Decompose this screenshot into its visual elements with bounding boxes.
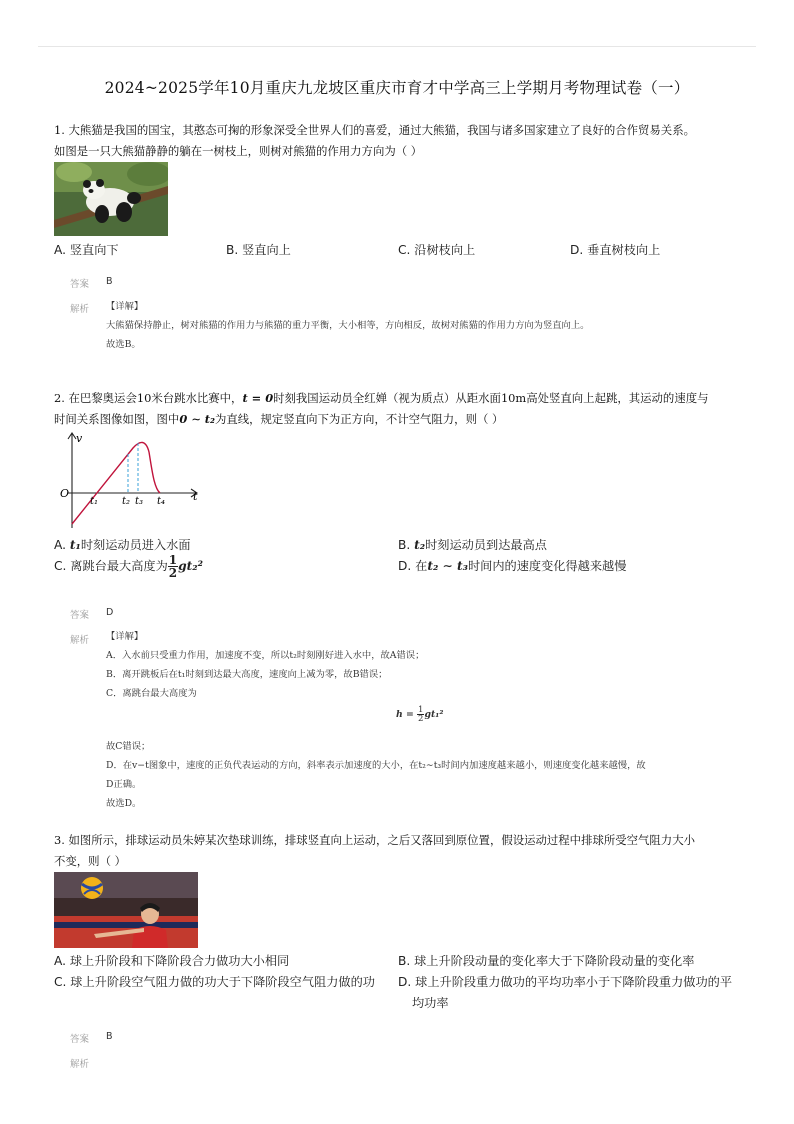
q3-option-b[interactable]: B. 球上升阶段动量的变化率大于下降阶段动量的变化率 <box>398 954 695 968</box>
q2-explanation-c2: 故C错误； <box>106 741 151 752</box>
q3-answer: B <box>106 1031 113 1042</box>
q2-explanation <box>106 627 726 813</box>
question-2-text <box>54 388 744 430</box>
q3-option-d[interactable]: D. 球上升阶段重力做功的平均功率小于下降阶段重力做功的平 <box>398 975 733 989</box>
q1-explanation-line-1: 大熊猫保持静止，树对熊猫的作用力与熊猫的重力平衡，大小相等，方向相反，故树对熊猫的作用力方向为竖直向上。 <box>106 320 590 331</box>
velocity-time-graph <box>54 430 204 530</box>
q2-text-part: 时刻我国运动员全红婵（视为质点）从距水面10m高处竖直向上起跳，其运动的速度与 <box>273 391 709 405</box>
header-divider <box>38 46 756 47</box>
graph-label-t2: t₂ <box>122 496 131 507</box>
q1-option-a[interactable]: A. 竖直向下 <box>54 243 119 257</box>
q2-explanation-d2: D正确。 <box>106 779 142 790</box>
q2-explanation-b: B．离开跳板后在t₁时刻到达最大高度，速度向上减为零，故B错误； <box>106 669 388 680</box>
panda-image <box>54 162 168 236</box>
page-title: 2024~2025学年10月重庆九龙坡区重庆市育才中学高三上学期月考物理试卷（一） <box>104 79 690 97</box>
q2-option-c-denominator: 2 <box>168 566 178 580</box>
q2-option-d-text: 时间内的速度变化得越来越慢 <box>467 559 627 573</box>
q2-option-c-text: 离跳台最大高度为 <box>70 559 168 573</box>
q3-option-a[interactable]: A. 球上升阶段和下降阶段合力做功大小相同 <box>54 954 290 968</box>
q1-explanation-line-2: 故选B。 <box>106 339 141 350</box>
volleyball-image <box>54 872 198 948</box>
question-1-line-2: 如图是一只大熊猫静静的躺在一树枝上，则树对熊猫的作用力方向为（ ） <box>54 144 423 158</box>
question-3-text <box>54 830 744 872</box>
q2-option-b-text: 时刻运动员到达最高点 <box>425 538 547 552</box>
q2-formula <box>396 705 443 724</box>
q2-explanation-end: 故选D。 <box>106 798 142 809</box>
q2-option-c-math: gt₂² <box>178 559 203 573</box>
q1-explanation <box>106 297 726 354</box>
volleyball-photo <box>54 872 198 948</box>
question-2-line-1 <box>54 388 744 409</box>
q2-option-a-math: t₁ <box>69 538 81 552</box>
q2-option-c-numerator: 1 <box>168 553 178 567</box>
graph-label-origin: O <box>60 487 70 500</box>
q2-option-a-prefix: A. <box>54 538 70 552</box>
q2-option-c-fraction <box>168 554 178 579</box>
q2-detail-tag: 【详解】 <box>106 631 144 642</box>
q2-option-d[interactable] <box>398 557 626 574</box>
q2-explanation-c: C．离跳台最大高度为 <box>106 688 197 699</box>
q3-analysis-label: 解析 <box>70 1059 90 1070</box>
q2-option-d-math: t₂ ∼ t₃ <box>427 559 468 573</box>
question-3-line-1: 3. 如图所示，排球运动员朱婷某次垫球训练，排球竖直向上运动，之后又落回到原位置，假设运动过程中排球所受空气阻力大小 <box>54 833 695 847</box>
q2-option-b[interactable] <box>398 536 547 553</box>
graph-label-v: v <box>76 432 83 445</box>
graph-label-t1: t₁ <box>90 496 99 507</box>
q2-formula-numerator: 1 <box>418 704 424 715</box>
question-2-line-2 <box>54 409 744 430</box>
q2-option-a[interactable] <box>54 536 191 553</box>
q3-option-d-continued: 均功率 <box>412 996 449 1010</box>
q2-formula-tail: gt₁² <box>424 709 444 720</box>
q2-option-b-prefix: B. <box>398 538 415 552</box>
q1-detail-tag: 【详解】 <box>106 301 144 312</box>
q3-answer-label: 答案 <box>70 1034 90 1045</box>
panda-photo <box>54 162 168 236</box>
q2-formula-denominator: 2 <box>418 714 424 724</box>
q2-math-range: 0 ∼ t₂ <box>179 412 215 426</box>
q1-option-d[interactable]: D. 垂直树枝向上 <box>570 243 661 257</box>
q2-text-part: 2. 在巴黎奥运会10米台跳水比赛中， <box>54 391 243 405</box>
graph-label-t3: t₃ <box>135 496 144 507</box>
q2-explanation-d1: D．在v−t图象中，速度的正负代表运动的方向，斜率表示加速度的大小，在t₂∼t₃时间内加速度越来越小，则速度变化越来越慢，故 <box>106 760 646 771</box>
q2-formula-row <box>106 703 726 737</box>
q2-formula-h: h = <box>396 709 418 720</box>
q2-text-part: 时间关系图像如图，图中 <box>54 412 180 426</box>
question-1-text <box>54 120 744 162</box>
question-1-line-1: 1. 大熊猫是我国的国宝，其憨态可掬的形象深受全世界人们的喜爱，通过大熊猫，我国与诸多国家建立了良好的合作贸易关系。 <box>54 123 695 137</box>
q3-option-c[interactable]: C. 球上升阶段空气阻力做的功大于下降阶段空气阻力做的功 <box>54 975 375 989</box>
graph-label-t4: t₄ <box>157 496 166 507</box>
q2-explanation-a: A．入水前只受重力作用，加速度不变，所以t₂时刻刚好进入水中，故A错误； <box>106 650 425 661</box>
q2-answer: D <box>106 607 114 618</box>
q2-option-a-text: 时刻运动员进入水面 <box>80 538 191 552</box>
q1-analysis-label: 解析 <box>70 304 90 315</box>
q1-answer-label: 答案 <box>70 279 90 290</box>
q1-answer: B <box>106 276 113 287</box>
q1-option-b[interactable]: B. 竖直向上 <box>226 243 291 257</box>
q2-option-c[interactable] <box>54 554 203 579</box>
q2-analysis-label: 解析 <box>70 635 90 646</box>
graph-label-t: t <box>193 490 198 503</box>
q2-text-part: 为直线，规定竖直向下为正方向，不计空气阻力，则（ ） <box>214 412 504 426</box>
q2-option-c-prefix: C. <box>54 559 71 573</box>
q2-option-d-prefix: D. 在 <box>398 559 428 573</box>
q2-answer-label: 答案 <box>70 610 90 621</box>
graph-curve <box>72 442 160 524</box>
q2-option-b-math: t₂ <box>414 538 426 552</box>
q2-math-t0: t = 0 <box>242 391 274 405</box>
question-3-line-2: 不变，则（ ） <box>54 854 126 868</box>
q1-option-c[interactable]: C. 沿树枝向上 <box>398 243 476 257</box>
